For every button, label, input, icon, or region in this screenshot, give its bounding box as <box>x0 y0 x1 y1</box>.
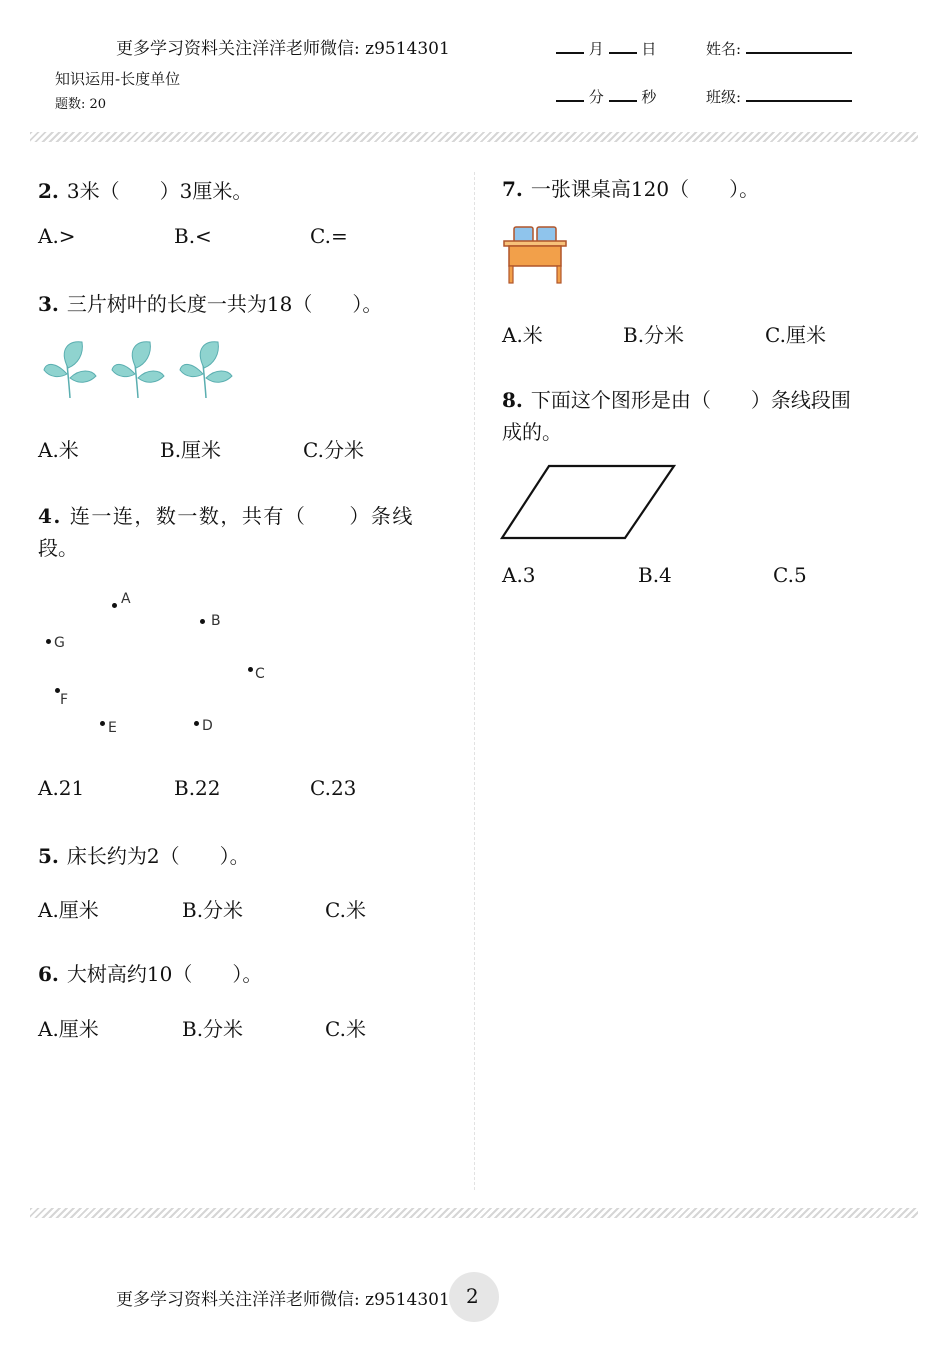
q2-option-b[interactable]: B.< <box>174 224 212 248</box>
point-d-label: D <box>202 718 213 734</box>
day-blank[interactable] <box>609 52 637 54</box>
question-text: 一张课桌高120（ ）。 <box>530 177 760 201</box>
q6-option-c[interactable]: C.米 <box>325 1017 366 1041</box>
question-8 <box>502 384 902 448</box>
leaf-icon <box>112 342 164 398</box>
q6-option-b[interactable]: B.分米 <box>182 1017 244 1041</box>
minute-label: 分 <box>588 88 604 106</box>
month-label: 月 <box>588 40 604 58</box>
point-f-label: F <box>60 692 69 708</box>
question-text-line2: 成的。 <box>502 420 562 444</box>
question-3 <box>38 288 382 320</box>
q8-option-b[interactable]: B.4 <box>638 563 672 587</box>
class-blank[interactable] <box>746 100 852 102</box>
footer-promo: 更多学习资料关注洋洋老师微信: z9514301 <box>116 1290 450 1310</box>
q7-option-b[interactable]: B.分米 <box>623 323 685 347</box>
q3-option-b[interactable]: B.厘米 <box>160 438 222 462</box>
point-b-label: B <box>211 613 221 629</box>
top-divider <box>30 132 918 142</box>
question-5 <box>38 840 250 872</box>
q4-option-c[interactable]: C.23 <box>310 776 357 800</box>
question-text: 3米（ ）3厘米。 <box>66 179 253 203</box>
q3-option-c[interactable]: C.分米 <box>303 438 364 462</box>
date-field[interactable] <box>556 38 656 59</box>
parallelogram-shape <box>498 460 680 544</box>
leaves-illustration <box>40 338 240 402</box>
bottom-divider <box>30 1208 918 1218</box>
question-number: 5. <box>38 844 59 868</box>
question-6 <box>38 958 262 990</box>
q2-option-a[interactable]: A.> <box>38 224 76 248</box>
question-2 <box>38 175 252 207</box>
point-d-dot <box>194 721 199 726</box>
point-c-dot <box>248 667 253 672</box>
column-divider <box>474 172 475 1190</box>
point-e-label: E <box>108 720 117 736</box>
q5-option-a[interactable]: A.厘米 <box>38 898 99 922</box>
q5-option-b[interactable]: B.分米 <box>182 898 244 922</box>
question-text: 床长约为2（ ）。 <box>66 844 250 868</box>
point-a-label: A <box>121 591 131 607</box>
question-7 <box>502 173 759 205</box>
name-field[interactable] <box>706 38 852 59</box>
time-field[interactable] <box>556 86 656 107</box>
point-g-label: G <box>54 635 65 651</box>
q8-option-a[interactable]: A.3 <box>502 563 536 587</box>
q3-option-a[interactable]: A.米 <box>38 438 79 462</box>
point-a-dot <box>112 603 117 608</box>
name-blank[interactable] <box>746 52 852 54</box>
question-text-line1: 连一连，数一数，共有（ ）条线 <box>69 504 414 528</box>
question-text-line2: 段。 <box>38 536 78 560</box>
q8-option-c[interactable]: C.5 <box>773 563 807 587</box>
point-g-dot <box>46 639 51 644</box>
question-number: 6. <box>38 962 59 986</box>
second-label: 秒 <box>641 88 657 106</box>
q4-option-b[interactable]: B.22 <box>174 776 221 800</box>
minute-blank[interactable] <box>556 100 584 102</box>
point-e-dot <box>100 721 105 726</box>
question-number: 2. <box>38 179 59 203</box>
question-text-line1: 下面这个图形是由（ ）条线段围 <box>530 388 851 412</box>
q6-option-a[interactable]: A.厘米 <box>38 1017 99 1041</box>
point-b-dot <box>200 619 205 624</box>
point-c-label: C <box>255 666 265 682</box>
question-number: 3. <box>38 292 59 316</box>
question-number: 8. <box>502 388 523 412</box>
desk-icon <box>503 224 569 286</box>
question-4 <box>38 500 438 564</box>
class-field[interactable] <box>706 86 852 107</box>
q2-option-c[interactable]: C.= <box>310 224 348 248</box>
question-text: 大树高约10（ ）。 <box>66 962 263 986</box>
header-promo: 更多学习资料关注洋洋老师微信: z9514301 <box>116 39 450 59</box>
worksheet-subtitle: 知识运用-长度单位 <box>55 70 181 88</box>
q5-option-c[interactable]: C.米 <box>325 898 366 922</box>
class-label: 班级: <box>706 88 742 106</box>
q4-option-a[interactable]: A.21 <box>38 776 85 800</box>
question-number: 7. <box>502 177 523 201</box>
day-label: 日 <box>641 40 657 58</box>
page-number: 2 <box>466 1284 479 1308</box>
question-text: 三片树叶的长度一共为18（ ）。 <box>66 292 383 316</box>
q7-option-a[interactable]: A.米 <box>502 323 543 347</box>
name-label: 姓名: <box>706 40 742 58</box>
leaf-icon <box>44 342 96 398</box>
month-blank[interactable] <box>556 52 584 54</box>
second-blank[interactable] <box>609 100 637 102</box>
leaf-icon <box>180 342 232 398</box>
question-number: 4. <box>38 504 62 528</box>
q7-option-c[interactable]: C.厘米 <box>765 323 826 347</box>
question-count: 题数: 20 <box>55 97 107 112</box>
